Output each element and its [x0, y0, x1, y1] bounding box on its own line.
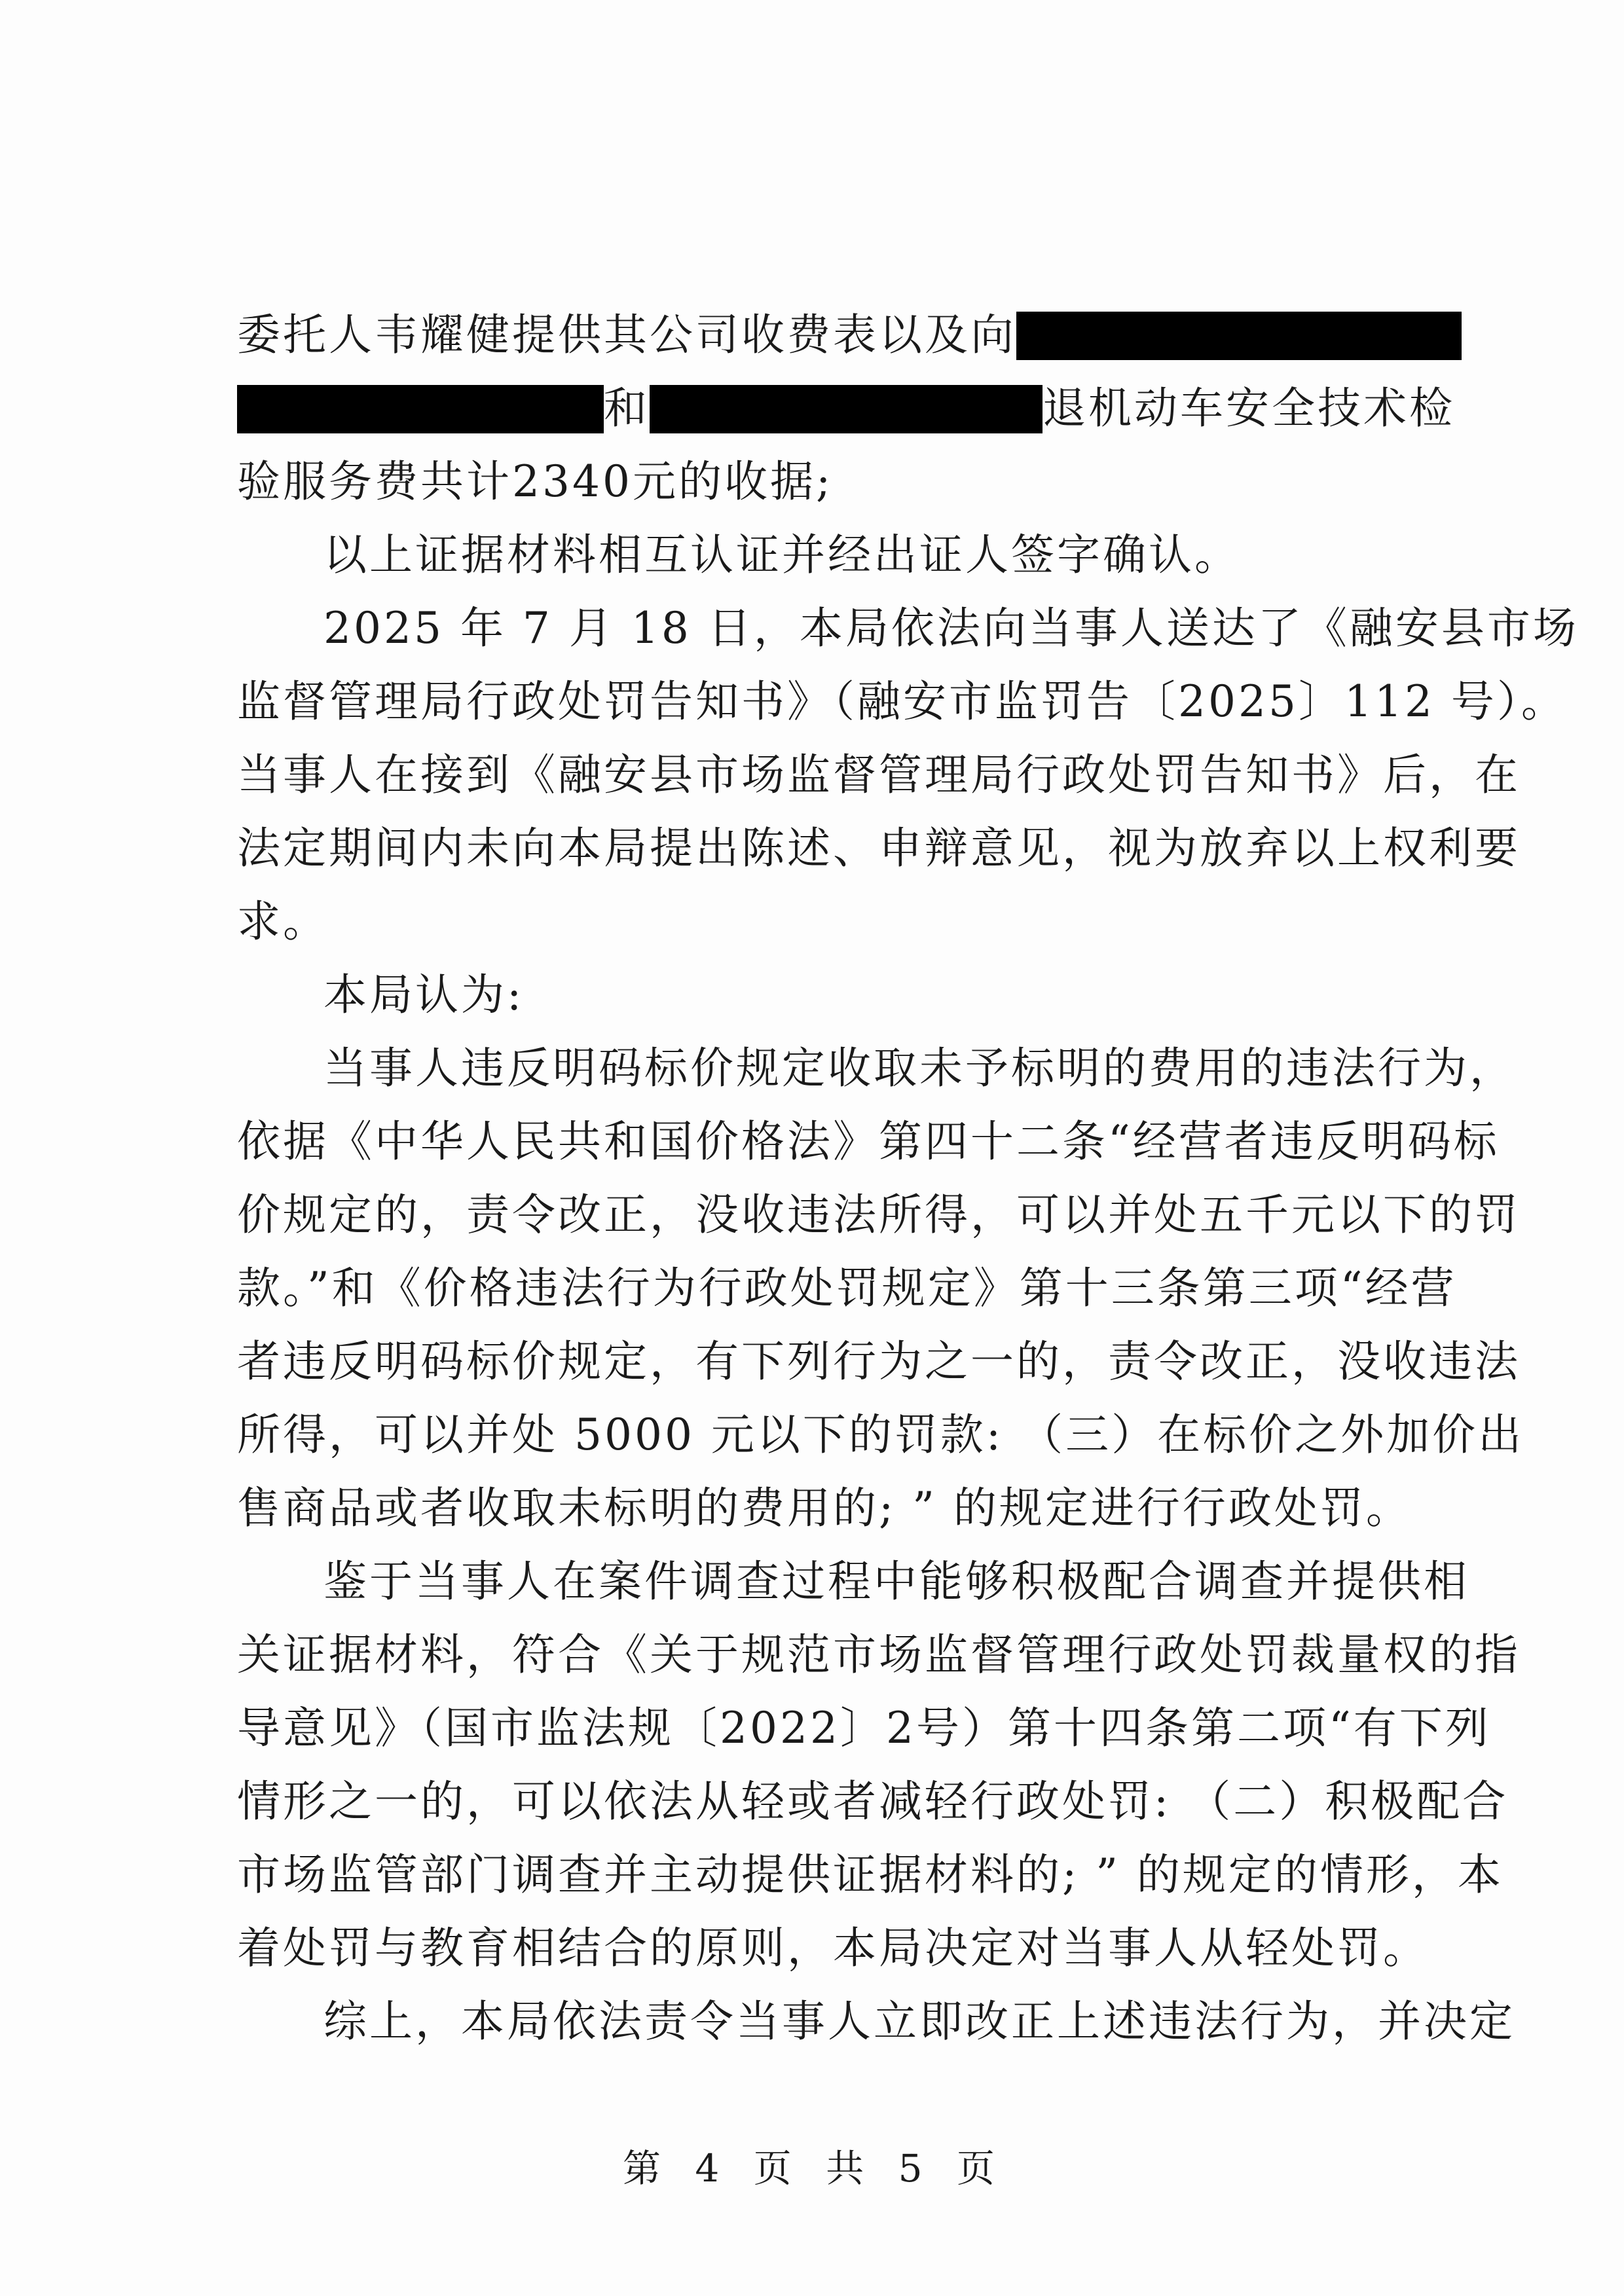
page-number-footer: 第 4 页 共 5 页 [623, 2146, 1001, 2191]
text-line: 以上证据材料相互认证并经出证人签字确认。 [323, 530, 1240, 580]
text-line: 款。”和《价格违法行为行政处罚规定》第十三条第三项“经营 [237, 1263, 1457, 1313]
text-line: 当事人违反明码标价规定收取未予标明的费用的违法行为， [323, 1043, 1515, 1093]
text-line: 综上，本局依法责令当事人立即改正上述违法行为，并决定 [323, 1996, 1515, 2047]
document-body [237, 299, 1579, 2058]
text-line: 着处罚与教育相结合的原则，本局决定对当事人从轻处罚。 [237, 1923, 1429, 1973]
text-line: 市场监管部门调查并主动提供证据材料的; ” 的规定的情形，本 [237, 1850, 1504, 1900]
redaction-block [237, 385, 604, 433]
text-line: 鉴于当事人在案件调查过程中能够积极配合调查并提供相 [323, 1556, 1469, 1607]
text-segment: 退机动车安全技术检 [1043, 383, 1455, 433]
text-line: 价规定的，责令改正，没收违法所得，可以并处五千元以下的罚 [237, 1190, 1521, 1240]
redaction-block [650, 385, 1043, 433]
text-line: 监督管理局行政处罚告知书》（融安市监罚告〔2025〕112 号）。 [237, 676, 1567, 727]
text-line: 当事人在接到《融安县市场监督管理局行政处罚告知书》后，在 [237, 750, 1521, 800]
text-line: 验服务费共计2340元的收据; [237, 456, 834, 507]
text-line [237, 372, 1455, 445]
text-line: 导意见》（国市监法规〔2022〕2号）第十四条第二项“有下列 [237, 1703, 1491, 1753]
text-line: 者违反明码标价规定，有下列行为之一的，责令改正，没收违法 [237, 1336, 1521, 1387]
text-line: 法定期间内未向本局提出陈述、申辩意见，视为放弃以上权利要 [237, 823, 1521, 873]
text-line: 依据《中华人民共和国价格法》第四十二条“经营者违反明码标 [237, 1116, 1500, 1167]
text-segment: 委托人韦耀健提供其公司收费表以及向 [237, 310, 1016, 360]
text-line: 本局认为: [323, 970, 525, 1020]
text-line: 求。 [237, 896, 329, 947]
text-line: 情形之一的，可以依法从轻或者减轻行政处罚: （二）积极配合 [237, 1776, 1509, 1827]
text-line: 2025 年 7 月 18 日，本局依法向当事人送达了《融安县市场 [323, 603, 1579, 653]
text-line: 售商品或者收取未标明的费用的; ” 的规定进行行政处罚。 [237, 1483, 1412, 1533]
redaction-block [1016, 312, 1462, 360]
text-line: 关证据材料，符合《关于规范市场监督管理行政处罚裁量权的指 [237, 1630, 1521, 1680]
text-line [237, 299, 1435, 372]
text-line: 所得，可以并处 5000 元以下的罚款: （三）在标价之外加价出 [237, 1410, 1524, 1460]
text-segment: 和 [604, 383, 650, 433]
